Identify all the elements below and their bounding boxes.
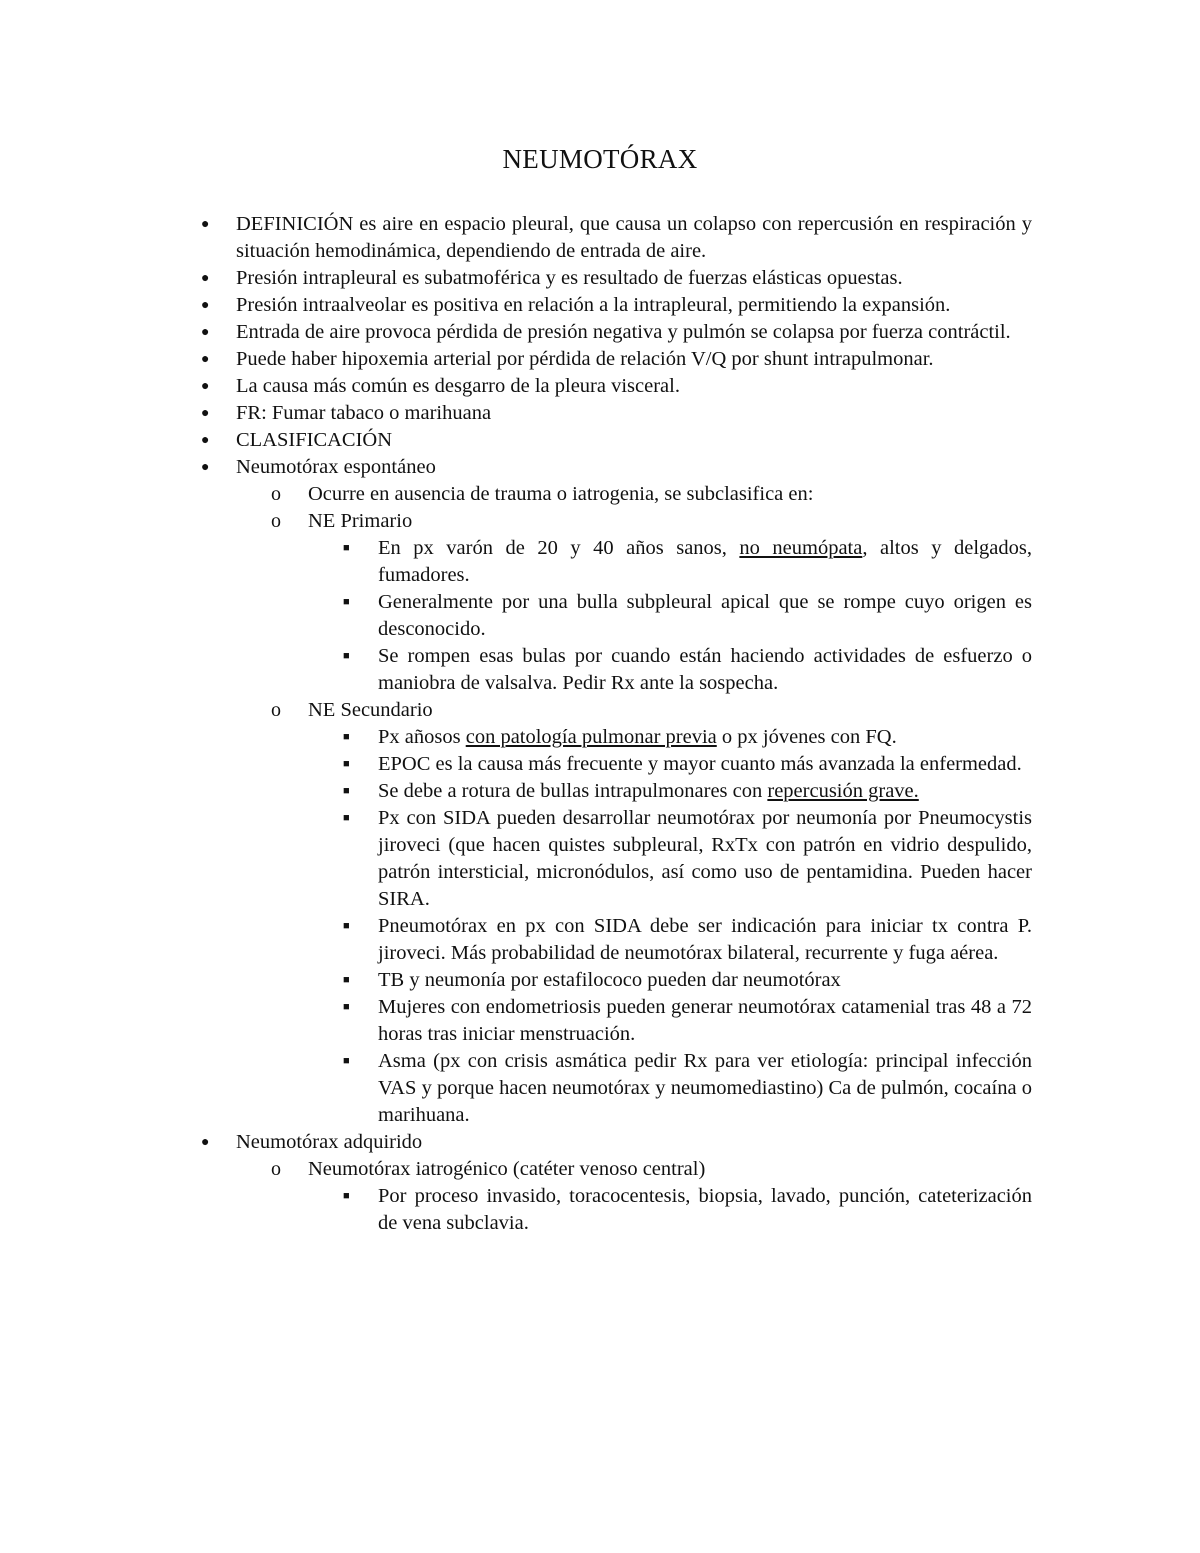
item-text: Neumotórax espontáneo bbox=[236, 456, 436, 478]
item-text: Se debe a rotura de bullas intrapulmonares con repercusión grave. bbox=[378, 780, 919, 802]
list-item bbox=[271, 508, 1032, 535]
disc-bullet-icon: ● bbox=[201, 325, 210, 340]
list-item bbox=[343, 805, 1032, 913]
page-title: NEUMOTÓRAX bbox=[502, 144, 698, 174]
item-text: Ocurre en ausencia de trauma o iatrogenia, se subclasifica en: bbox=[308, 483, 814, 505]
square-bullet-icon: ■ bbox=[343, 1001, 350, 1013]
item-text: NE Primario bbox=[308, 510, 413, 532]
list-item bbox=[201, 427, 1032, 454]
list-item bbox=[201, 400, 1032, 427]
circle-bullet-icon: o bbox=[271, 510, 281, 532]
list-item bbox=[201, 211, 1032, 265]
disc-bullet-icon: ● bbox=[201, 1135, 210, 1150]
list-item bbox=[201, 373, 1032, 400]
item-text: Se rompen esas bulas por cuando están haciendo actividades de esfuerzo o maniobra de valsalva. Pedir Rx ante la sospecha. bbox=[378, 645, 1032, 694]
square-bullet-icon: ■ bbox=[343, 758, 350, 770]
item-text: DEFINICIÓN es aire en espacio pleural, que causa un colapso con repercusión en respiración y situación hemodinámica, dependiendo de entrada de aire. bbox=[236, 213, 1032, 262]
list-item bbox=[343, 778, 1032, 805]
square-bullet-icon: ■ bbox=[343, 542, 350, 554]
list-item bbox=[271, 697, 1032, 724]
list-item bbox=[271, 481, 1032, 508]
item-text: Pneumotórax en px con SIDA debe ser indicación para iniciar tx contra P. jiroveci. Más probabilidad de neumotórax bilateral, recurrente y fuga aérea. bbox=[378, 915, 1032, 964]
list-item bbox=[201, 454, 1032, 481]
list-item bbox=[343, 1183, 1032, 1237]
item-text: Neumotórax iatrogénico (catéter venoso central) bbox=[308, 1158, 706, 1180]
disc-bullet-icon: ● bbox=[201, 379, 210, 394]
circle-bullet-icon: o bbox=[271, 699, 281, 721]
item-text: Mujeres con endometriosis pueden generar neumotórax catamenial tras 48 a 72 horas tras iniciar menstruación. bbox=[378, 996, 1032, 1045]
list-item bbox=[343, 967, 1032, 994]
item-text: CLASIFICACIÓN bbox=[236, 429, 393, 451]
underlined-text: no neumópata bbox=[739, 537, 863, 559]
underlined-text: repercusión grave. bbox=[767, 780, 919, 802]
list-item bbox=[343, 913, 1032, 967]
circle-bullet-icon: o bbox=[271, 483, 281, 505]
item-text: Px añosos con patología pulmonar previa o px jóvenes con FQ. bbox=[378, 726, 897, 748]
square-bullet-icon: ■ bbox=[343, 974, 350, 986]
list-item bbox=[201, 319, 1032, 346]
item-text: Asma (px con crisis asmática pedir Rx para ver etiología: principal infección VAS y porque hacen neumotórax y neumomediastino) Ca de pulmón, cocaína o marihuana. bbox=[378, 1050, 1032, 1126]
item-text: EPOC es la causa más frecuente y mayor cuanto más avanzada la enfermedad. bbox=[378, 753, 1022, 775]
item-text: La causa más común es desgarro de la pleura visceral. bbox=[236, 375, 680, 397]
disc-bullet-icon: ● bbox=[201, 217, 210, 232]
list-item bbox=[343, 535, 1032, 589]
square-bullet-icon: ■ bbox=[343, 920, 350, 932]
item-text: FR: Fumar tabaco o marihuana bbox=[236, 402, 492, 424]
list-item bbox=[271, 1156, 1032, 1183]
item-text: TB y neumonía por estafilococo pueden dar neumotórax bbox=[378, 969, 841, 991]
list-item bbox=[343, 1048, 1032, 1129]
square-bullet-icon: ■ bbox=[343, 596, 350, 608]
square-bullet-icon: ■ bbox=[343, 1190, 350, 1202]
list-item bbox=[343, 994, 1032, 1048]
square-bullet-icon: ■ bbox=[343, 785, 350, 797]
square-bullet-icon: ■ bbox=[343, 731, 350, 743]
square-bullet-icon: ■ bbox=[343, 812, 350, 824]
disc-bullet-icon: ● bbox=[201, 433, 210, 448]
item-text: Px con SIDA pueden desarrollar neumotórax por neumonía por Pneumocystis jiroveci (que hacen quistes subpleural, RxTx con patrón en vidrio despulido, patrón intersticial, micronódulos, así como uso de pentamidina. Pueden hacer SIRA. bbox=[378, 807, 1032, 910]
underlined-text: con patología pulmonar previa bbox=[465, 726, 717, 748]
square-bullet-icon: ■ bbox=[343, 1055, 350, 1067]
item-text: En px varón de 20 y 40 años sanos, no neumópata, altos y delgados, fumadores. bbox=[378, 537, 1032, 586]
bullet-list bbox=[0, 211, 1200, 1237]
item-text: Entrada de aire provoca pérdida de presión negativa y pulmón se colapsa por fuerza contráctil. bbox=[236, 321, 1011, 343]
item-text: Presión intraalveolar es positiva en relación a la intrapleural, permitiendo la expansión. bbox=[236, 294, 951, 316]
item-text: Puede haber hipoxemia arterial por pérdida de relación V/Q por shunt intrapulmonar. bbox=[236, 348, 934, 370]
list-item bbox=[201, 265, 1032, 292]
item-text: Presión intrapleural es subatmoférica y es resultado de fuerzas elásticas opuestas. bbox=[236, 267, 903, 289]
item-text: Por proceso invasido, toracocentesis, biopsia, lavado, punción, cateterización de vena subclavia. bbox=[378, 1185, 1032, 1234]
list-item bbox=[343, 643, 1032, 697]
circle-bullet-icon: o bbox=[271, 1158, 281, 1180]
disc-bullet-icon: ● bbox=[201, 298, 210, 313]
list-item bbox=[343, 751, 1032, 778]
disc-bullet-icon: ● bbox=[201, 352, 210, 367]
list-item bbox=[201, 1129, 1032, 1156]
list-item bbox=[201, 346, 1032, 373]
disc-bullet-icon: ● bbox=[201, 460, 210, 475]
square-bullet-icon: ■ bbox=[343, 650, 350, 662]
list-item bbox=[343, 589, 1032, 643]
list-item bbox=[343, 724, 1032, 751]
disc-bullet-icon: ● bbox=[201, 406, 210, 421]
item-text: NE Secundario bbox=[308, 699, 433, 721]
item-text: Generalmente por una bulla subpleural apical que se rompe cuyo origen es desconocido. bbox=[378, 591, 1032, 640]
list-item bbox=[201, 292, 1032, 319]
disc-bullet-icon: ● bbox=[201, 271, 210, 286]
item-text: Neumotórax adquirido bbox=[236, 1131, 423, 1153]
